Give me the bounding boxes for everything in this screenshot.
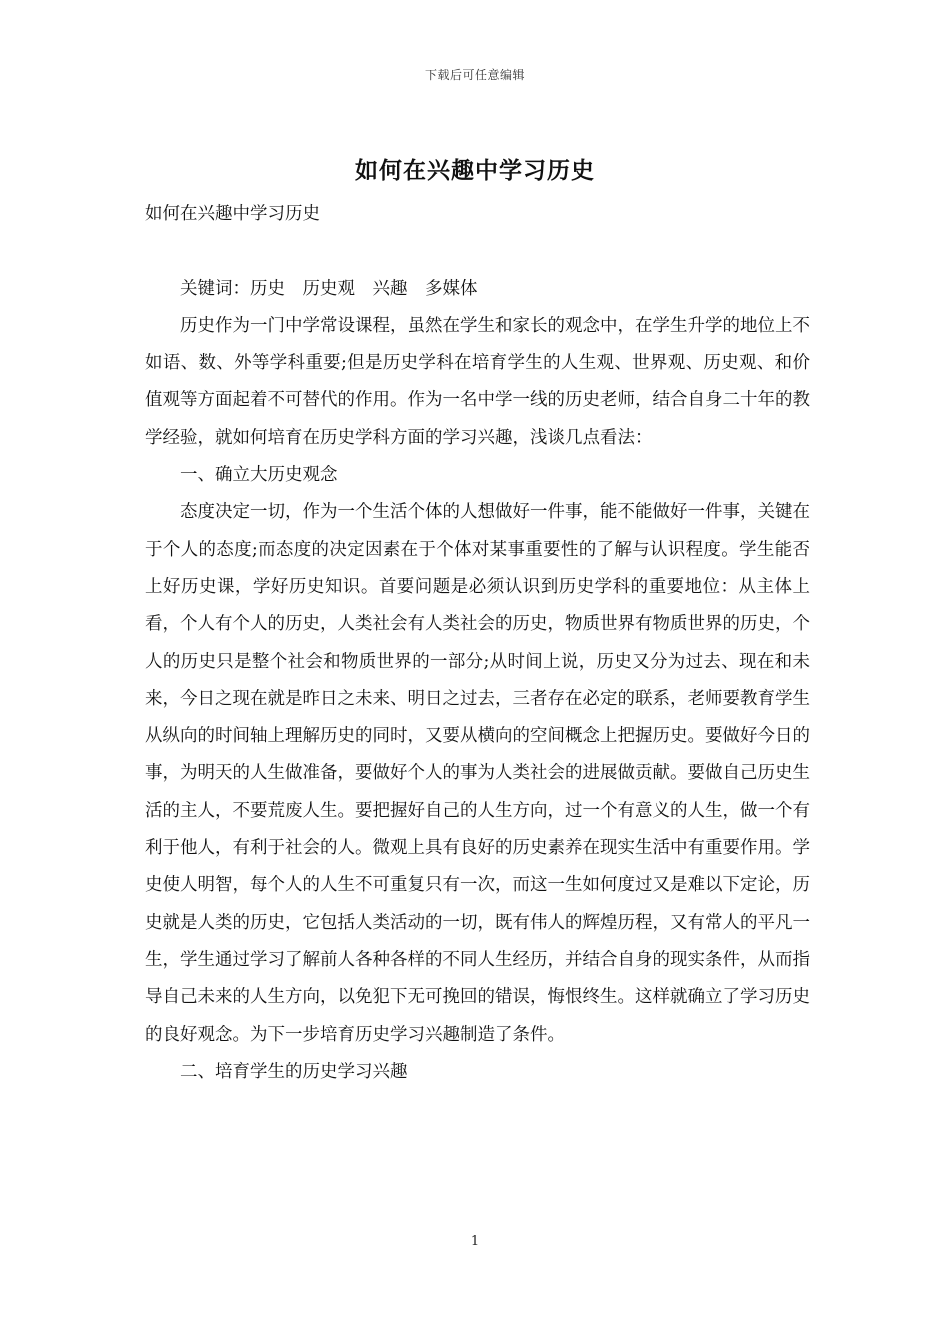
page-number: 1 xyxy=(470,1234,480,1249)
section-heading-2: 二、培育学生的历史学习兴趣 xyxy=(180,1061,408,1082)
keywords-label: 关键词： xyxy=(180,278,250,299)
document-body xyxy=(145,196,810,1091)
section-heading-1: 一、确立大历史观念 xyxy=(180,465,338,486)
keywords-line xyxy=(145,271,810,308)
keyword: 历史 xyxy=(250,278,285,299)
keyword: 兴趣 xyxy=(372,278,408,299)
header-note: 下载后可任意编辑 xyxy=(424,68,525,82)
paragraph-intro: 历史作为一门中学常设课程，虽然在学生和家长的观念中，在学生升学的地位上不如语、数、外等学科重要;但是历史学科在培育学生的人生观、世界观、历史观、和价值观等方面起着不可替代的作用。作为一名中学一线的历史老师，结合自身二十年的教学经验，就如何培育在历史学科方面的学习兴趣，浅谈几点看法： xyxy=(145,315,810,448)
blank-line xyxy=(145,233,810,270)
subtitle: 如何在兴趣中学习历史 xyxy=(145,204,320,224)
keyword: 多媒体 xyxy=(425,278,478,299)
document-title: 如何在兴趣中学习历史 xyxy=(355,157,595,184)
keyword: 历史观 xyxy=(302,278,355,299)
paragraph-section-1: 态度决定一切，作为一个生活个体的人想做好一件事，能不能做好一件事，关键在于个人的态度;而态度的决定因素在于个体对某事重要性的了解与认识程度。学生能否上好历史课，学好历史知识。首要问题是必须认识到历史学科的重要地位：从主体上看，个人有个人的历史，人类社会有人类社会的历史，物质世界有物质世界的历史，个人的历史只是整个社会和物质世界的一部分;从时间上说，历史又分为过去、现在和未来，今日之现在就是昨日之未来、明日之过去，三者存在必定的联系，老师要教育学生从纵向的时间轴上理解历史的同时，又要从横向的空间概念上把握历史。要做好今日的事，为明天的人生做准备，要做好个人的事为人类社会的进展做贡献。要做自己历史生活的主人，不要荒废人生。要把握好自己的人生方向，过一个有意义的人生，做一个有利于他人，有利于社会的人。微观上具有良好的历史素养在现实生活中有重要作用。学史使人明智，每个人的人生不可重复只有一次，而这一生如何度过又是难以下定论，历史就是人类的历史，它包括人类活动的一切，既有伟人的辉煌历程，又有常人的平凡一生，学生通过学习了解前人各种各样的不同人生经历，并结合自身的现实条件，从而指导自己未来的人生方向，以免犯下无可挽回的错误，悔恨终生。这样就确立了学习历史的良好观念。为下一步培育历史学习兴趣制造了条件。 xyxy=(145,502,810,1045)
